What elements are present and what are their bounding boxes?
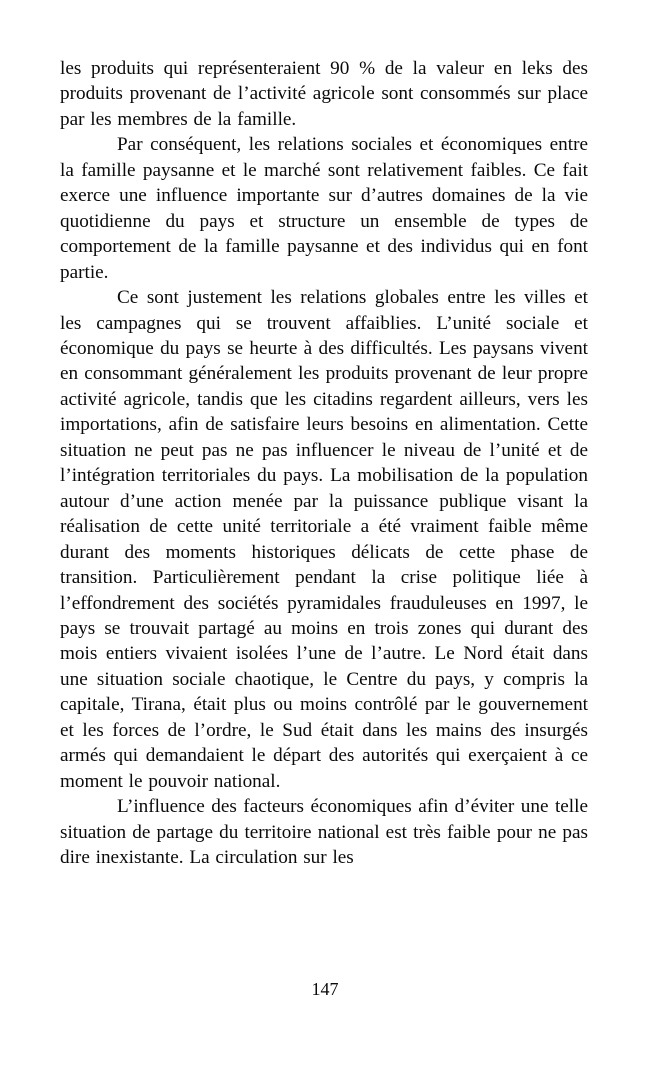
paragraph-continuation: les produits qui représenteraient 90 % de la valeur en leks des produits provenant de l’activité agricole sont consommés sur place par les membres de la famille. [60, 58, 588, 130]
text-block [60, 56, 588, 871]
paragraph: Par conséquent, les relations sociales et économiques entre la famille paysanne et le marché sont relativement faibles. Ce fait exerce une influence importante sur d’autres domaines de la vie quotidienne du pays et structure un ensemble de types de comportement de la famille paysanne et des individus qui en font partie. [60, 134, 588, 283]
page-number: 147 [311, 979, 339, 999]
paragraph: Ce sont justement les relations globales entre les villes et les campagnes qui se trouvent affaiblies. L’unité sociale et économique du pays se heurte à des difficultés. Les paysans vivent en consommant généralement les produits provenant de leur propre activité agricole, tandis que les citadins regardent ailleurs, vers les importations, afin de satisfaire leurs besoins en alimentation. Cette situation ne peut pas ne pas influencer le niveau de l’unité et de l’intégration territoriales du pays. La mobilisation de la population autour d’une action menée par la puissance publique visant la réalisation de cette unité territoriale a été vraiment faible même durant des moments historiques délicats de cette phase de transition. Particulièrement pendant la crise politique liée à l’effondrement des sociétés pyramidales frauduleuses en 1997, le pays se trouvait partagé au moins en trois zones qui durant des mois entiers vivaient isolées l’une de l’autre. Le Nord était dans une situation sociale chaotique, le Centre du pays, y compris la capitale, Tirana, était plus ou moins contrôlé par le gouvernement et les forces de l’ordre, le Sud était dans les mains des insurgés armés qui demandaient le départ des autorités qui exerçaient à ce moment le pouvoir national. [60, 287, 588, 792]
paragraph: L’influence des facteurs économiques afin d’éviter une telle situation de partage du territoire national est très faible pour ne pas dire inexistante. La circulation sur les [60, 796, 588, 869]
